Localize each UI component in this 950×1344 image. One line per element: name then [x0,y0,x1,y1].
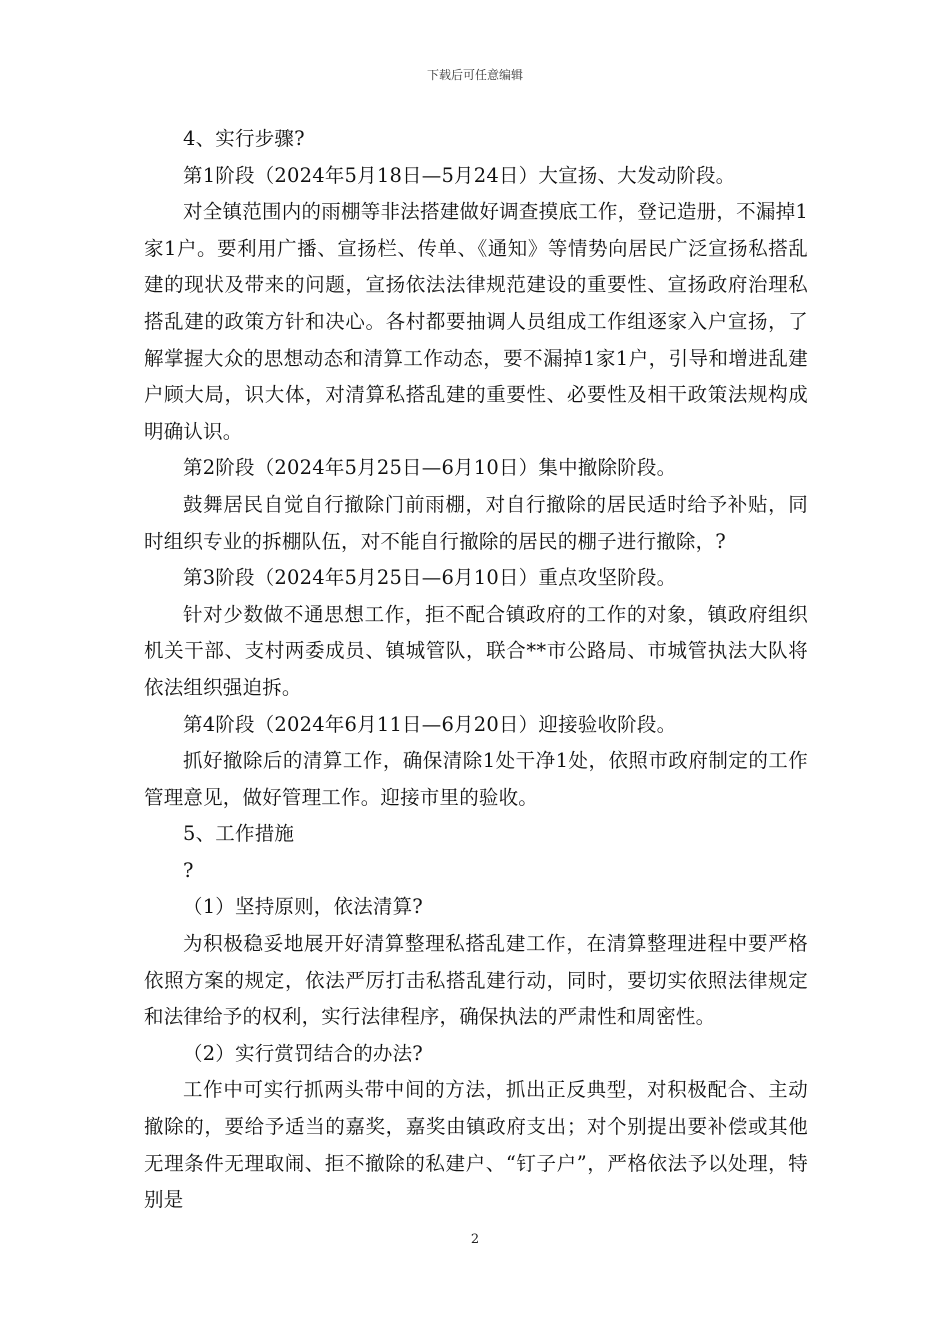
stage-4-body: 抓好撤除后的清算工作，确保清除1处干净1处，依照市政府制定的工作管理意见，做好管理工作。迎接市里的验收。 [144,749,808,809]
stage-2-title: 第2阶段（2024年5月25日—6月10日）集中撤除阶段。 [183,456,677,480]
stage-2-body: 鼓舞居民自觉自行撤除门前雨棚，对自行撤除的居民适时给予补贴，同时组织专业的拆棚队伍，对不能自行撤除的居民的棚子进行撤除，? [144,492,808,553]
document-body [144,121,808,1219]
measures-heading: 5、工作措施 [183,822,295,846]
measure-1-body: 为积极稳妥地展开好清算整理私搭乱建工作，在清算整理进程中要严格依照方案的规定，依法严厉打击私搭乱建行动，同时，要切实依照法律规定和法律给予的权利，实行法律程序，确保执法的严肃性和周密性。 [144,932,808,1029]
measure-2-body: 工作中可实行抓两头带中间的方法，抓出正反典型，对积极配合、主动撤除的，要给予适当的嘉奖，嘉奖由镇政府支出；对个别提出要补偿或其他无理条件无理取闹、拒不撤除的私建户、“钉子户”，严格依法予以处理，特别是 [144,1078,808,1212]
page-number: 2 [470,1232,480,1247]
stage-3-title: 第3阶段（2024年5月25日—6月10日）重点攻坚阶段。 [183,566,677,590]
measure-1-title: （1）坚持原则，依法清算? [183,895,423,919]
stage-1-body: 对全镇范围内的雨棚等非法搭建做好调查摸底工作，登记造册，不漏掉1家1户。要利用广播、宣扬栏、传单、《通知》等情势向居民广泛宣扬私搭乱建的现状及带来的问题，宣扬依法法律规范建设的重要性、宣扬政府治理私搭乱建的政策方针和决心。各村都要抽调人员组成工作组逐家入户宣扬，了解掌握大众的思想动态和清算工作动态，要不漏掉1家1户，引导和增进乱建户顾大局，识大体，对清算私搭乱建的重要性、必要性及相干政策法规构成明确认识。 [144,200,808,443]
page-header: 下载后可任意编辑 [426,68,523,82]
stage-4-title: 第4阶段（2024年6月11日—6月20日）迎接验收阶段。 [183,712,677,736]
measure-2-title: （2）实行赏罚结合的办法? [183,1041,423,1065]
step-heading: 4、实行步骤? [183,127,305,150]
stage-3-body: 针对少数做不通思想工作，拒不配合镇政府的工作的对象，镇政府组织机关干部、支村两委成员、镇城管队，联合**市公路局、市城管执法大队将依法组织强迫拆。 [144,602,808,699]
stage-1-title: 第1阶段（2024年5月18日—5月24日）大宣扬、大发动阶段。 [183,163,736,187]
question-mark-line: ? [183,858,194,882]
